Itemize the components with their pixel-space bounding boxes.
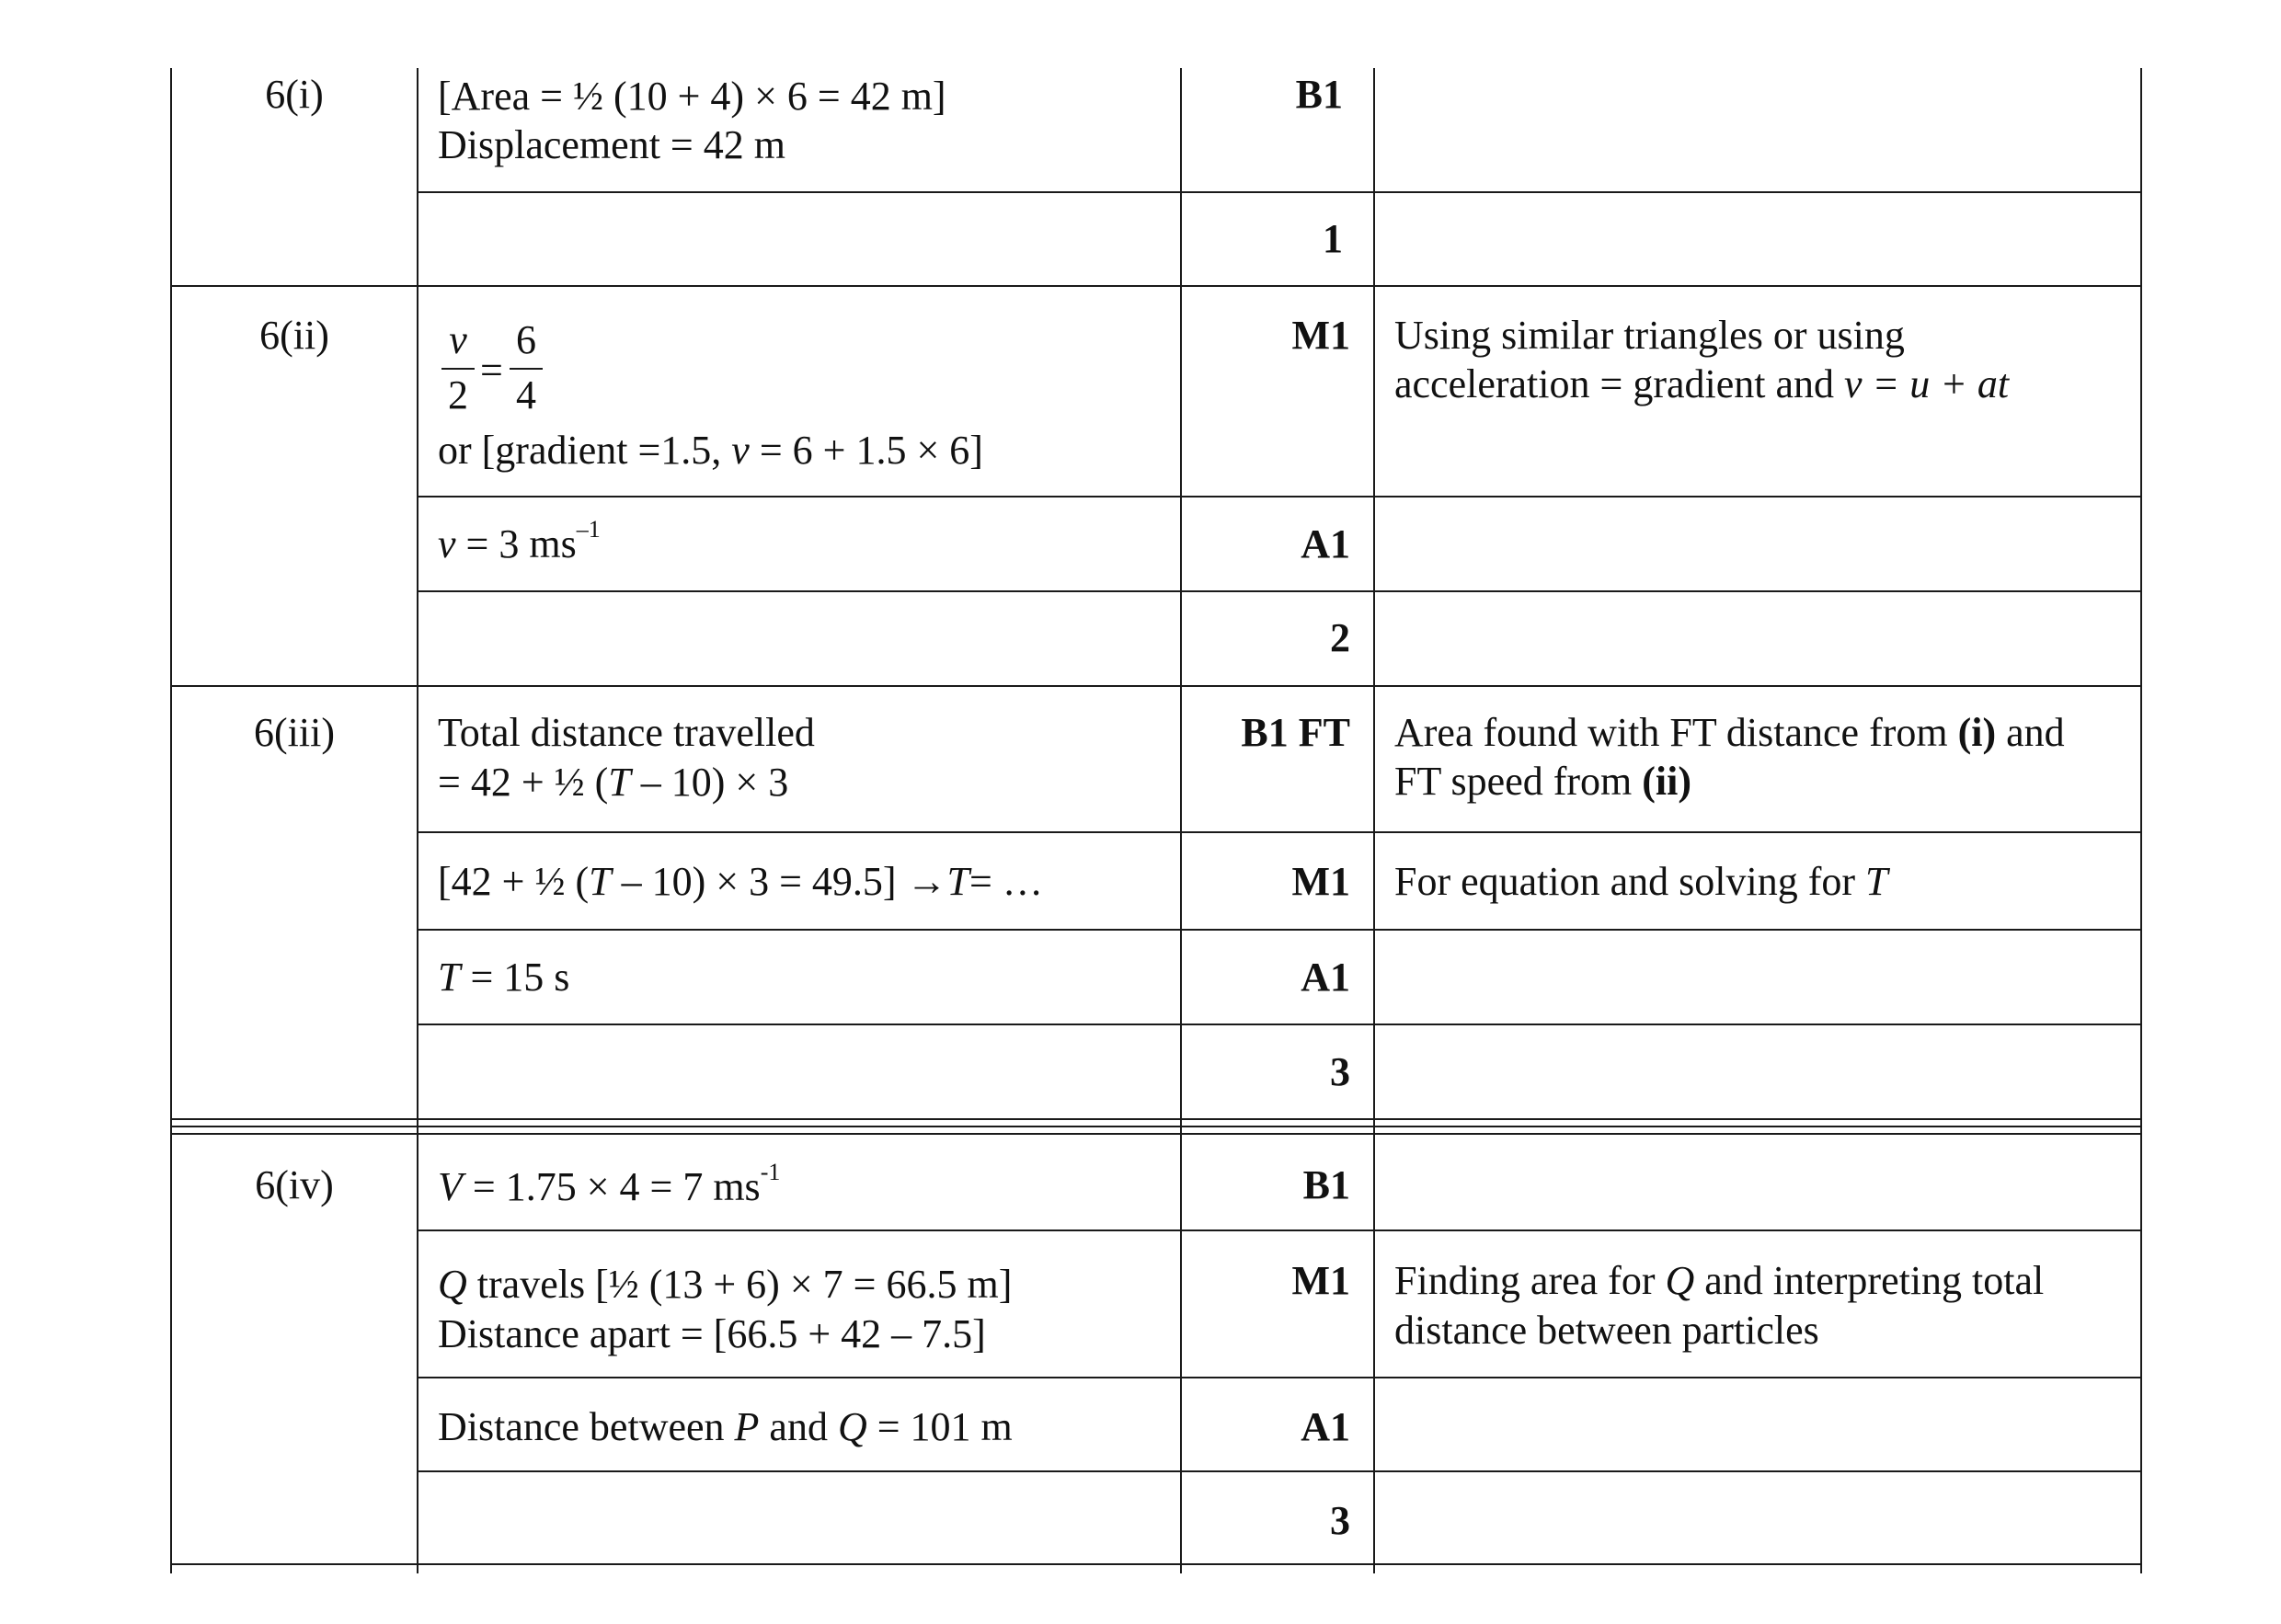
column-divider-guidance [1373, 68, 1375, 1573]
row-divider [417, 1470, 2142, 1472]
guidance-text: Area found with FT distance from (i) and [1394, 710, 2065, 755]
mark-code: M1 [1291, 859, 1350, 904]
row-divider [417, 1377, 2142, 1378]
mark-code: B1 FT [1241, 710, 1350, 755]
equals-sign: = [480, 348, 503, 393]
fraction-6-over-4: 6 4 [510, 320, 543, 421]
mark-code: M1 [1291, 1258, 1350, 1303]
mark-code: A1 [1301, 521, 1350, 566]
mark-code: A1 [1301, 955, 1350, 1000]
answer-text: T = 15 s [438, 955, 570, 1000]
answer-text: Distance between P and Q = 101 m [438, 1404, 1013, 1449]
question-number: 6(iii) [254, 710, 335, 755]
table-border-bottom [170, 1563, 2142, 1565]
row-divider [417, 496, 2142, 497]
guidance-text: acceleration = gradient and v = u + at [1394, 361, 2010, 406]
answer-text: Q travels [½ (13 + 6) × 7 = 66.5 m] [438, 1262, 1013, 1307]
guidance-text: FT speed from (ii) [1394, 759, 1692, 804]
row-divider [417, 1229, 2142, 1231]
answer-text: v = 3 $ms^{-1}$ [438, 516, 601, 566]
answer-text: [Area = ½ (10 + 4) × 6 = 42 m] [438, 74, 946, 119]
column-divider-marks [1180, 68, 1182, 1573]
question-divider [170, 285, 2142, 287]
answer-text: V = 1.75 × 4 = 7 $ms^{-1}$ [438, 1159, 781, 1209]
mark-total: 3 [1330, 1049, 1350, 1094]
column-divider-answer [417, 68, 418, 1573]
row-divider [417, 1024, 2142, 1025]
row-divider [417, 831, 2142, 833]
mark-total: 1 [1323, 216, 1343, 261]
fraction-v-over-2: v 2 [441, 320, 475, 421]
guidance-text: Finding area for Q and interpreting total [1394, 1258, 2045, 1303]
guidance-text: distance between particles [1394, 1308, 1819, 1353]
question-divider [170, 685, 2142, 687]
table-border-right [2140, 68, 2142, 1573]
question-divider [170, 1118, 2142, 1120]
guidance-text: Using similar triangles or using [1394, 313, 1905, 358]
answer-text: or [gradient =1.5, v = 6 + 1.5 × 6] [438, 428, 983, 473]
question-number: 6(i) [265, 72, 324, 117]
mark-total: 2 [1330, 615, 1350, 660]
row-divider [417, 929, 2142, 931]
row-divider [417, 191, 2142, 193]
table-border-left [170, 68, 172, 1573]
answer-text: Distance apart = [66.5 + 42 – 7.5] [438, 1311, 986, 1356]
answer-text: Displacement = 42 m [438, 122, 785, 167]
question-number: 6(iv) [255, 1162, 334, 1207]
answer-text: [42 + ½ (T – 10) × 3 = 49.5] →T= … [438, 859, 1043, 904]
question-number: 6(ii) [259, 313, 329, 358]
question-divider [170, 1133, 2142, 1135]
mark-code: A1 [1301, 1404, 1350, 1449]
mark-total: 3 [1330, 1498, 1350, 1543]
mark-code: M1 [1291, 313, 1350, 358]
answer-text: Total distance travelled [438, 710, 815, 755]
question-divider [170, 1126, 2142, 1127]
row-divider [417, 590, 2142, 592]
mark-code: B1 [1295, 72, 1343, 117]
guidance-text: For equation and solving for T [1394, 859, 1888, 904]
mark-code: B1 [1302, 1162, 1350, 1207]
answer-text: = 42 + ½ (T – 10) × 3 [438, 760, 789, 805]
